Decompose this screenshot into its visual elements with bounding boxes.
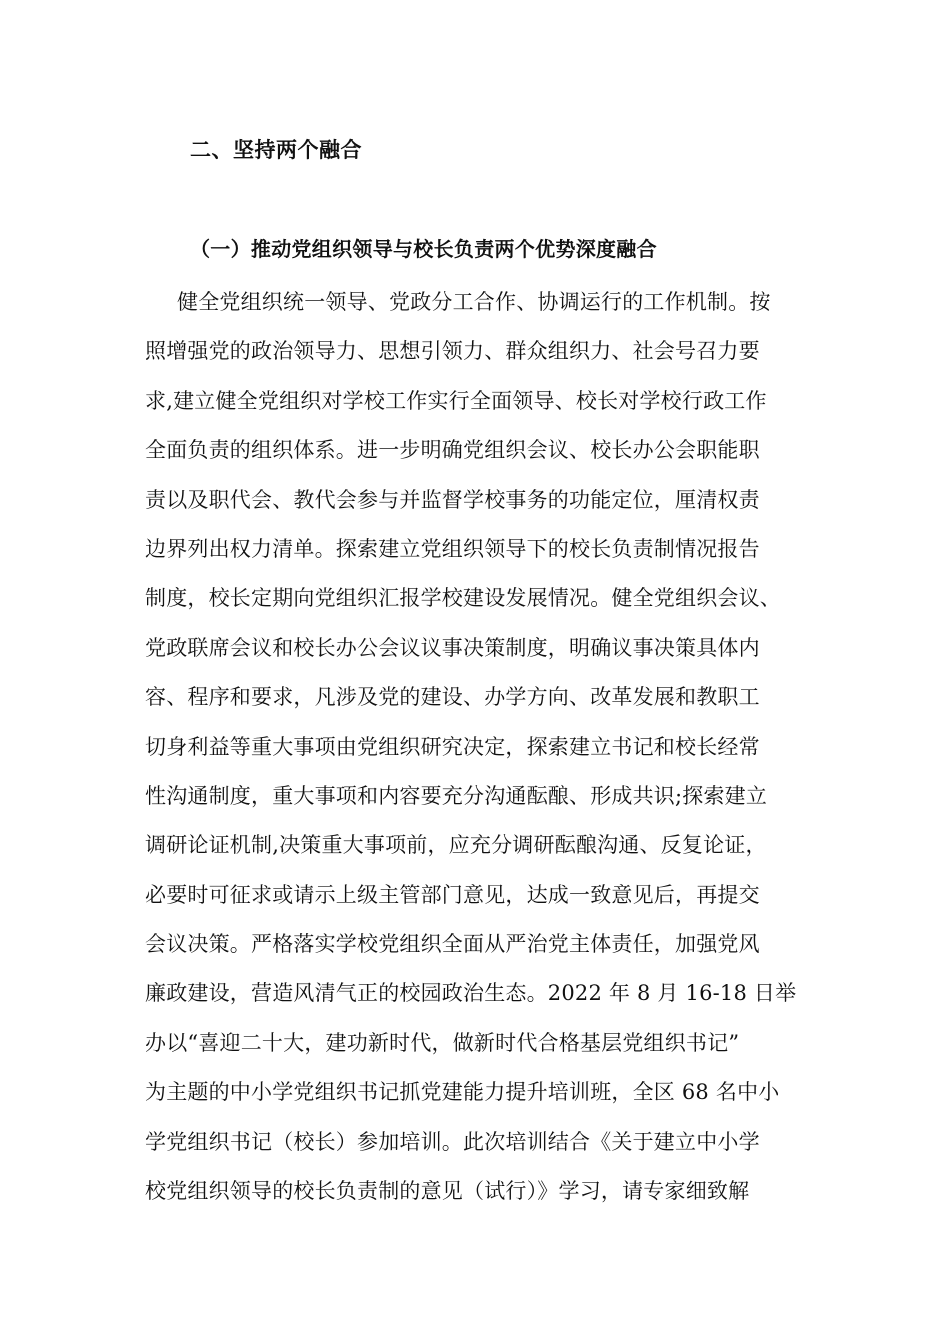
paragraph-line: 办以“喜迎二十大，建功新时代，做新时代合格基层党组织书记” xyxy=(145,1030,740,1055)
paragraph-line: 会议决策。严格落实学校党组织全面从严治党主体责任，加强党风 xyxy=(145,932,760,957)
paragraph-line: 为主题的中小学党组织书记抓党建能力提升培训班，全区 68 名中小 xyxy=(145,1080,780,1105)
paragraph-line: 廉政建设，营造风清气正的校园政治生态。2022 年 8 月 16-18 日举 xyxy=(145,981,797,1006)
paragraph-line: 全面负责的组织体系。进一步明确党组织会议、校长办公会职能职 xyxy=(145,438,760,463)
paragraph-line: 照增强党的政治领导力、思想引领力、群众组织力、社会号召力要 xyxy=(145,339,760,364)
paragraph-line: 责以及职代会、教代会参与并监督学校事务的功能定位，厘清权责 xyxy=(145,487,760,512)
paragraph-line: 党政联席会议和校长办公会议议事决策制度，明确议事决策具体内 xyxy=(145,635,760,660)
paragraph-line: 边界列出权力清单。探索建立党组织领导下的校长负责制情况报告 xyxy=(145,536,760,561)
paragraph-line: 调研论证机制,决策重大事项前，应充分调研酝酿沟通、反复论证， xyxy=(145,833,767,858)
body-paragraph xyxy=(145,282,845,1220)
paragraph-line: 校党组织领导的校长负责制的意见（试行）》学习，请专家细致解 xyxy=(145,1179,750,1204)
section-heading: 二、坚持两个融合 xyxy=(190,137,362,162)
paragraph-line: 必要时可征求或请示上级主管部门意见，达成一致意见后，再提交 xyxy=(145,882,760,907)
paragraph-line: 制度，校长定期向党组织汇报学校建设发展情况。健全党组织会议、 xyxy=(145,586,781,611)
subsection-heading: （一）推动党组织领导与校长负责两个优势深度融合 xyxy=(190,237,657,261)
paragraph-line: 切身利益等重大事项由党组织研究决定，探索建立书记和校长经常 xyxy=(145,734,760,759)
paragraph-line: 容、程序和要求，凡涉及党的建设、办学方向、改革发展和教职工 xyxy=(145,685,760,710)
paragraph-line: 健全党组织统一领导、党政分工合作、协调运行的工作机制。按 xyxy=(177,290,771,314)
paragraph-line: 求,建立健全党组织对学校工作实行全面领导、校长对学校行政工作 xyxy=(145,388,767,413)
paragraph-line: 性沟通制度，重大事项和内容要充分沟通酝酿、形成共识;探索建立 xyxy=(145,783,768,808)
paragraph-line: 学党组织书记（校长）参加培训。此次培训结合《关于建立中小学 xyxy=(145,1129,760,1154)
